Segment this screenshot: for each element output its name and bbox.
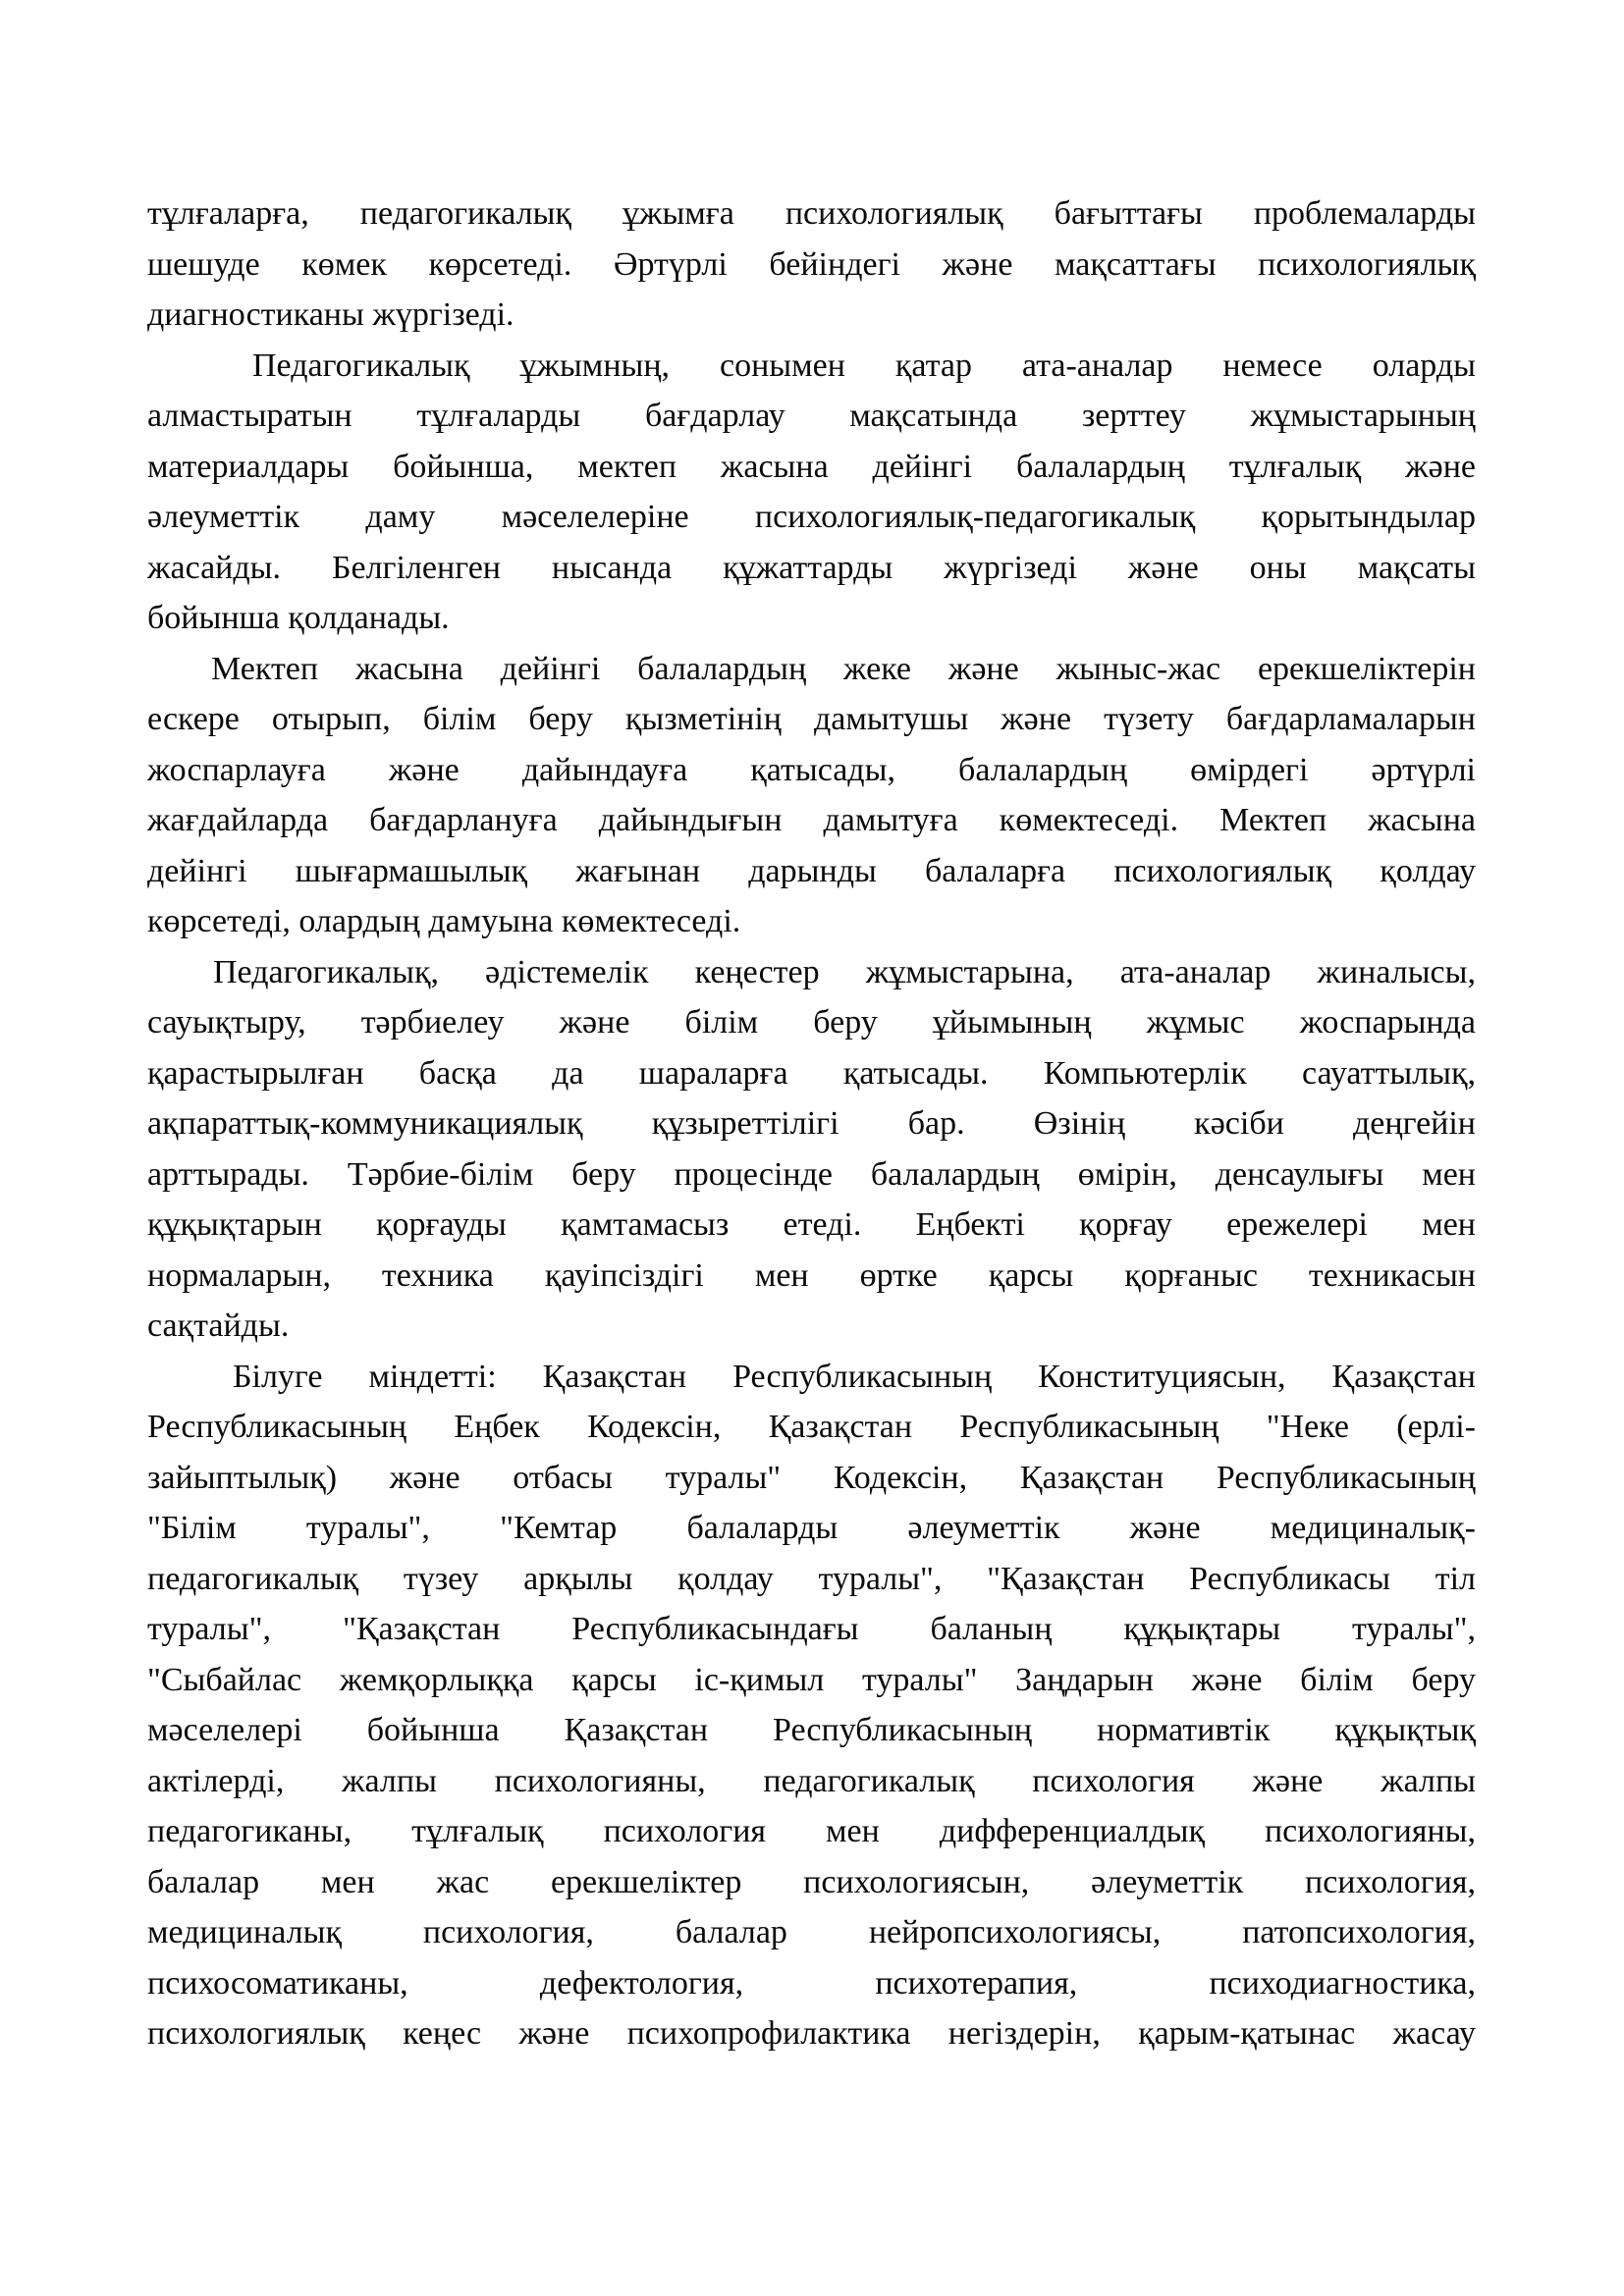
paragraph <box>147 341 1476 644</box>
text-line: актілерді, жалпы психологияны, педагогикалық психология және жалпы <box>147 1762 1476 1799</box>
text-line: психосоматиканы, дефектология, психотерапия, психодиагностика, <box>147 1964 1476 2002</box>
text-line: жағдайларда бағдарлануға дайындығын дамытуға көмектеседі. Мектеп жасына <box>147 802 1476 838</box>
text-line: зайыптылық) және отбасы туралы" Кодексін, Қазақстан Республикасының <box>147 1459 1476 1496</box>
text-line: Мектеп жасына дейінгі балалардың жеке және жыныс-жас ерекшеліктерін <box>211 650 1476 687</box>
text-line: сауықтыру, тәрбиелеу және білім беру ұйымының жұмыс жоспарында <box>147 1004 1476 1041</box>
paragraph <box>147 188 1476 341</box>
text-line: көрсетеді, олардың дамуына көмектеседі. <box>147 903 741 939</box>
text-line: балалар мен жас ерекшеліктер психологиясын, әлеуметтік психология, <box>147 1863 1476 1900</box>
text-line: Педагогикалық ұжымның, сонымен қатар ата-аналар немесе оларды <box>252 347 1476 384</box>
text-line: дейінгі шығармашылық жағынан дарынды балаларға психологиялық қолдау <box>147 852 1476 889</box>
document-body <box>147 188 1476 2059</box>
text-line: қарастырылған басқа да шараларға қатысады. Компьютерлік сауаттылық, <box>147 1054 1476 1092</box>
text-line: медициналық психология, балалар нейропсихологиясы, патопсихология, <box>147 1914 1476 1950</box>
text-line: материалдары бойынша, мектеп жасына дейінгі балалардың тұлғалық және <box>147 448 1476 485</box>
text-line: "Білім туралы", "Кемтар балаларды әлеуметтік және медициналық- <box>147 1510 1476 1546</box>
text-line: құқықтарын қорғауды қамтамасыз етеді. Еңбекті қорғау ережелері мен <box>147 1206 1476 1243</box>
paragraph <box>147 644 1476 947</box>
text-line: алмастыратын тұлғаларды бағдарлау мақсатында зерттеу жұмыстарының <box>147 398 1476 434</box>
text-line: Педагогикалық, әдістемелік кеңестер жұмыстарына, ата-аналар жиналысы, <box>213 953 1476 990</box>
paragraph <box>147 1352 1476 2059</box>
text-line: педагогикалық түзеу арқылы қолдау туралы", "Қазақстан Республикасы тіл <box>147 1560 1476 1597</box>
text-line: шешуде көмек көрсетеді. Әртүрлі бейіндегі және мақсаттағы психологиялық <box>147 245 1476 283</box>
text-line: диагностиканы жүргізеді. <box>147 296 514 333</box>
text-line: психологиялық кеңес және психопрофилактика негіздерін, қарым-қатынас жасау <box>147 2015 1476 2052</box>
text-line: арттырады. Тәрбие-білім беру процесінде балалардың өмірін, денсаулығы мен <box>147 1155 1476 1193</box>
text-line: жоспарлауға және дайындауға қатысады, балалардың өмірдегі әртүрлі <box>147 751 1476 788</box>
text-line: Республикасының Еңбек Кодексін, Қазақстан Республикасының "Неке (ерлі- <box>147 1409 1476 1445</box>
text-line: Білуге міндетті: Қазақстан Республикасының Конституциясын, Қазақстан <box>233 1358 1476 1395</box>
text-line: "Сыбайлас жемқорлыққа қарсы іс-қимыл туралы" Заңдарын және білім беру <box>147 1661 1476 1698</box>
text-line: ақпараттық-коммуникациялық құзыреттілігі бар. Өзінің кәсіби деңгейін <box>147 1105 1476 1142</box>
text-line: бойынша қолданады. <box>147 600 450 636</box>
text-line: тұлғаларға, педагогикалық ұжымға психологиялық бағыттағы проблемаларды <box>147 195 1476 232</box>
text-line: мәселелері бойынша Қазақстан Республикасының нормативтік құқықтық <box>147 1712 1476 1748</box>
text-line: педагогиканы, тұлғалық психология мен дифференциалдық психологияны, <box>147 1813 1476 1849</box>
text-line: әлеуметтік даму мәселелеріне психологиялық-педагогикалық қорытындылар <box>147 499 1476 535</box>
paragraph <box>147 947 1476 1352</box>
text-line: туралы", "Қазақстан Республикасындағы баланың құқықтары туралы", <box>147 1611 1476 1647</box>
text-line: сақтайды. <box>147 1308 290 1344</box>
text-line: нормаларын, техника қауіпсіздігі мен өртке қарсы қорғаныс техникасын <box>147 1256 1476 1294</box>
text-line: ескере отырып, білім беру қызметінің дамытушы және түзету бағдарламаларын <box>147 701 1476 737</box>
text-line: жасайды. Белгіленген нысанда құжаттарды жүргізеді және оны мақсаты <box>147 549 1476 586</box>
